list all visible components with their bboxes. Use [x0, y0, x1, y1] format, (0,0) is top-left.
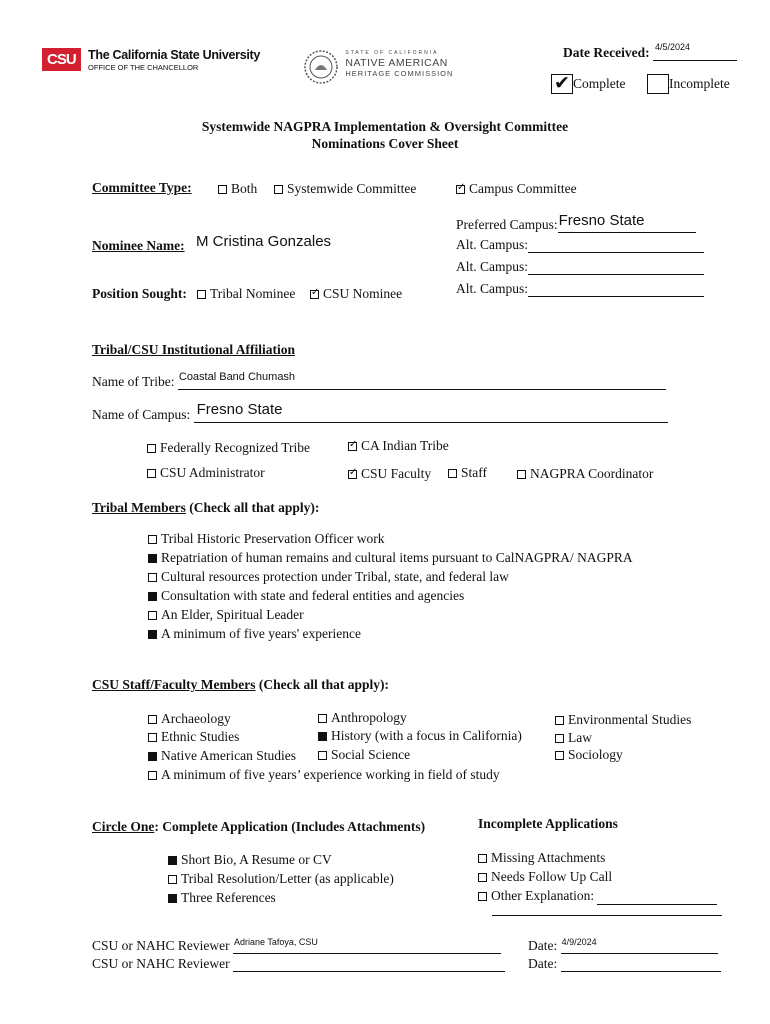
needs-follow-up-label: Needs Follow Up Call [491, 869, 613, 884]
committee-systemwide[interactable] [274, 181, 416, 197]
sociology-label: Sociology [568, 747, 623, 762]
alt-campus-3-field[interactable] [528, 282, 704, 297]
reviewer-1-field[interactable] [233, 939, 501, 954]
incomplete-checkbox[interactable] [647, 74, 669, 94]
federally-recognized-label: Federally Recognized Tribe [160, 440, 310, 455]
tribal-resolution-option[interactable] [168, 869, 394, 888]
reviewer-1-date-value: 4/9/2024 [561, 937, 597, 947]
nahc-line1: NATIVE AMERICAN [345, 57, 448, 69]
csu-administrator-label: CSU Administrator [160, 465, 265, 480]
campus-checkbox[interactable] [456, 185, 465, 194]
ca-indian-option[interactable] [348, 438, 449, 454]
list-item[interactable] [148, 586, 633, 605]
alt-campus-1-field[interactable] [528, 238, 704, 253]
campus-name-field[interactable] [194, 401, 668, 423]
both-checkbox[interactable] [218, 185, 227, 194]
archaeology-option[interactable] [148, 711, 231, 727]
reviewer-1 [92, 938, 501, 954]
csu-faculty-option[interactable] [348, 466, 431, 482]
three-references-checkbox[interactable] [168, 894, 177, 903]
three-references-option[interactable] [168, 888, 394, 907]
nominee-name-value[interactable]: M Cristina Gonzales [196, 233, 332, 250]
reviewer-2 [92, 956, 505, 972]
alt-campus-2 [456, 259, 704, 275]
both-label: Both [231, 181, 258, 196]
complete-list [168, 850, 394, 907]
reviewer-2-label: CSU or NAHC Reviewer [92, 956, 230, 971]
list-item[interactable] [148, 605, 633, 624]
reviewer-1-label: CSU or NAHC Reviewer [92, 938, 230, 953]
campus-name-value: Fresno State [196, 401, 283, 418]
list-item[interactable] [148, 548, 633, 567]
native-american-studies-label: Native American Studies [161, 748, 296, 763]
staff-option[interactable] [448, 465, 487, 481]
campus-label: Campus Committee [469, 181, 577, 196]
csu-nominee-checkbox[interactable] [310, 290, 319, 299]
status-complete[interactable] [551, 74, 626, 94]
reviewer-2-date-label: Date: [528, 956, 558, 971]
alt-campus-1-label: Alt. Campus: [456, 237, 529, 252]
systemwide-label: Systemwide Committee [287, 181, 417, 196]
social-science-option[interactable] [318, 747, 410, 763]
page-title [0, 118, 770, 152]
nahc-logo [304, 50, 453, 84]
alt-campus-2-label: Alt. Campus: [456, 259, 529, 274]
tribal-resolution-label: Tribal Resolution/Letter (as applicable) [181, 871, 394, 886]
three-references-label: Three References [181, 890, 276, 905]
history-option[interactable] [318, 728, 522, 744]
alt-campus-1 [456, 237, 704, 253]
alt-campus-3 [456, 281, 704, 297]
csu-administrator-checkbox[interactable] [147, 469, 156, 478]
tribe-name-value: Coastal Band Chumash [178, 371, 296, 383]
incomplete-applications-heading: Incomplete Applications [478, 816, 618, 831]
history-checkbox[interactable] [318, 732, 327, 741]
tribal-item-checkbox[interactable] [148, 554, 157, 563]
tribal-item-checkbox[interactable] [148, 611, 157, 620]
law-option[interactable] [555, 730, 592, 746]
federally-recognized-checkbox[interactable] [147, 444, 156, 453]
ethnic-studies-option[interactable] [148, 729, 239, 745]
tribal-members-heading-main: Tribal Members [92, 500, 186, 515]
reviewer-1-date-field[interactable] [561, 939, 718, 954]
reviewer-1-date [528, 938, 718, 954]
five-years-label: A minimum of five years’ experience working in field of study [161, 767, 500, 782]
tribal-item-checkbox[interactable] [148, 535, 157, 544]
tribal-item-label: A minimum of five years' experience [161, 626, 361, 641]
csu-administrator-option[interactable] [147, 465, 265, 481]
alt-campus-2-field[interactable] [528, 260, 704, 275]
csu-office: OFFICE OF THE CHANCELLOR [88, 63, 199, 72]
other-explanation-label: Other Explanation: [491, 888, 595, 903]
reviewer-1-value: Adriane Tafoya, CSU [234, 937, 318, 947]
incomplete-label: Incomplete [669, 76, 730, 91]
staff-members-heading-main: CSU Staff/Faculty Members [92, 677, 256, 692]
short-bio-checkbox[interactable] [168, 856, 177, 865]
tribal-nominee-checkbox[interactable] [197, 290, 206, 299]
committee-campus[interactable] [456, 181, 577, 197]
tribe-name [92, 371, 666, 390]
complete-checkbox[interactable] [551, 74, 573, 94]
native-american-studies-checkbox[interactable] [148, 752, 157, 761]
anthropology-label: Anthropology [331, 710, 407, 725]
other-explanation-field-line2[interactable] [492, 902, 722, 916]
affiliation-heading: Tribal/CSU Institutional Affiliation [92, 342, 296, 357]
tribal-item-checkbox[interactable] [148, 630, 157, 639]
ca-indian-label: CA Indian Tribe [361, 438, 449, 453]
tribal-item-label: Consultation with state and federal entities and agencies [161, 588, 465, 603]
list-item[interactable] [148, 567, 633, 586]
missing-attachments-option[interactable] [478, 848, 717, 867]
environmental-checkbox[interactable] [555, 716, 564, 725]
five-years-checkbox[interactable] [148, 771, 157, 780]
tribal-members-heading [92, 500, 319, 516]
position-csu[interactable] [310, 286, 402, 302]
sociology-checkbox[interactable] [555, 751, 564, 760]
ca-indian-checkbox[interactable] [348, 442, 357, 451]
tribal-item-label: Tribal Historic Preservation Officer work [161, 531, 385, 546]
staff-label: Staff [461, 465, 487, 480]
nahc-line2: HERITAGE COMMISSION [345, 69, 454, 78]
systemwide-checkbox[interactable] [274, 185, 283, 194]
position-sought-label: Position Sought: [92, 286, 187, 301]
nagpra-coordinator-checkbox[interactable] [517, 470, 526, 479]
committee-both[interactable] [218, 181, 257, 197]
missing-attachments-checkbox[interactable] [478, 854, 487, 863]
nahc-top: STATE OF CALIFORNIA [345, 50, 439, 56]
social-science-label: Social Science [331, 747, 411, 762]
tribal-item-label: Cultural resources protection under Tribal, state, and federal law [161, 569, 509, 584]
sociology-option[interactable] [555, 747, 623, 763]
tribe-name-field[interactable] [178, 371, 666, 390]
nahc-seal-icon [304, 50, 338, 84]
nagpra-coordinator-option[interactable] [517, 466, 653, 482]
tribal-item-label: Repatriation of human remains and cultural items pursuant to CalNAGPRA/ NAGPRA [161, 550, 633, 565]
title-line2: Nominations Cover Sheet [311, 136, 459, 151]
preferred-campus-label: Preferred Campus: [456, 217, 558, 232]
check-icon: ✔ [554, 72, 570, 94]
csu-logo [42, 48, 260, 72]
ethnic-studies-label: Ethnic Studies [161, 729, 240, 744]
law-label: Law [568, 730, 592, 745]
nominee-name-label: Nominee Name: [92, 238, 185, 253]
staff-members-heading-suffix: (Check all that apply): [255, 677, 389, 692]
missing-attachments-label: Missing Attachments [491, 850, 606, 865]
tribe-name-label: Name of Tribe: [92, 374, 175, 389]
csu-faculty-label: CSU Faculty [361, 466, 432, 481]
status-incomplete[interactable] [647, 74, 730, 94]
list-item[interactable] [148, 529, 633, 548]
tribal-item-label: An Elder, Spiritual Leader [161, 607, 304, 622]
tribal-members-list [148, 529, 633, 643]
staff-members-heading [92, 677, 389, 693]
circle-one-heading [92, 819, 425, 835]
ethnic-studies-checkbox[interactable] [148, 733, 157, 742]
reviewer-2-date-field[interactable] [561, 957, 721, 972]
incomplete-list [478, 848, 717, 905]
nagpra-coordinator-label: NAGPRA Coordinator [530, 466, 654, 481]
staff-checkbox[interactable] [448, 469, 457, 478]
complete-label: Complete [573, 76, 626, 91]
needs-follow-up-option[interactable] [478, 867, 717, 886]
csu-logo-mark: CSU [42, 48, 81, 71]
date-received-value: 4/5/2024 [654, 42, 691, 52]
committee-type-label: Committee Type: [92, 180, 192, 195]
alt-campus-3-label: Alt. Campus: [456, 281, 529, 296]
anthropology-checkbox[interactable] [318, 714, 327, 723]
environmental-label: Environmental Studies [568, 712, 692, 727]
circle-one-heading-main: Circle One [92, 819, 155, 834]
tribal-members-heading-suffix: (Check all that apply): [185, 500, 320, 515]
list-item[interactable] [148, 624, 633, 643]
reviewer-1-date-label: Date: [528, 938, 558, 953]
needs-follow-up-checkbox[interactable] [478, 873, 487, 882]
position-tribal[interactable] [197, 286, 295, 302]
title-line1: Systemwide NAGPRA Implementation & Oversight Committee [201, 119, 569, 134]
circle-one-heading-rest: : Complete Application (Includes Attachments) [154, 819, 426, 834]
reviewer-2-date [528, 956, 721, 972]
campus-name [92, 401, 668, 423]
preferred-campus-field[interactable] [558, 212, 696, 233]
social-science-checkbox[interactable] [318, 751, 327, 760]
five-years-option[interactable] [148, 767, 500, 783]
short-bio-option[interactable] [168, 850, 394, 869]
csu-name: The California State University [88, 48, 261, 62]
native-american-studies-option[interactable] [148, 748, 296, 764]
archaeology-checkbox[interactable] [148, 715, 157, 724]
preferred-campus-value: Fresno State [558, 212, 645, 229]
tribal-item-checkbox[interactable] [148, 573, 157, 582]
date-received-label: Date Received: [563, 45, 650, 60]
date-received-field[interactable] [653, 44, 737, 61]
archaeology-label: Archaeology [161, 711, 231, 726]
preferred-campus [456, 212, 696, 233]
law-checkbox[interactable] [555, 734, 564, 743]
tribal-resolution-checkbox[interactable] [168, 875, 177, 884]
csu-nominee-label: CSU Nominee [323, 286, 403, 301]
date-received [563, 44, 737, 61]
federally-recognized-option[interactable] [147, 440, 310, 456]
tribal-nominee-label: Tribal Nominee [210, 286, 296, 301]
reviewer-2-field[interactable] [233, 957, 505, 972]
tribal-item-checkbox[interactable] [148, 592, 157, 601]
other-explanation-checkbox[interactable] [478, 892, 487, 901]
anthropology-option[interactable] [318, 710, 407, 726]
history-label: History (with a focus in California) [331, 728, 522, 743]
environmental-option[interactable] [555, 712, 691, 728]
csu-faculty-checkbox[interactable] [348, 470, 357, 479]
short-bio-label: Short Bio, A Resume or CV [181, 852, 332, 867]
campus-name-label: Name of Campus: [92, 407, 191, 422]
